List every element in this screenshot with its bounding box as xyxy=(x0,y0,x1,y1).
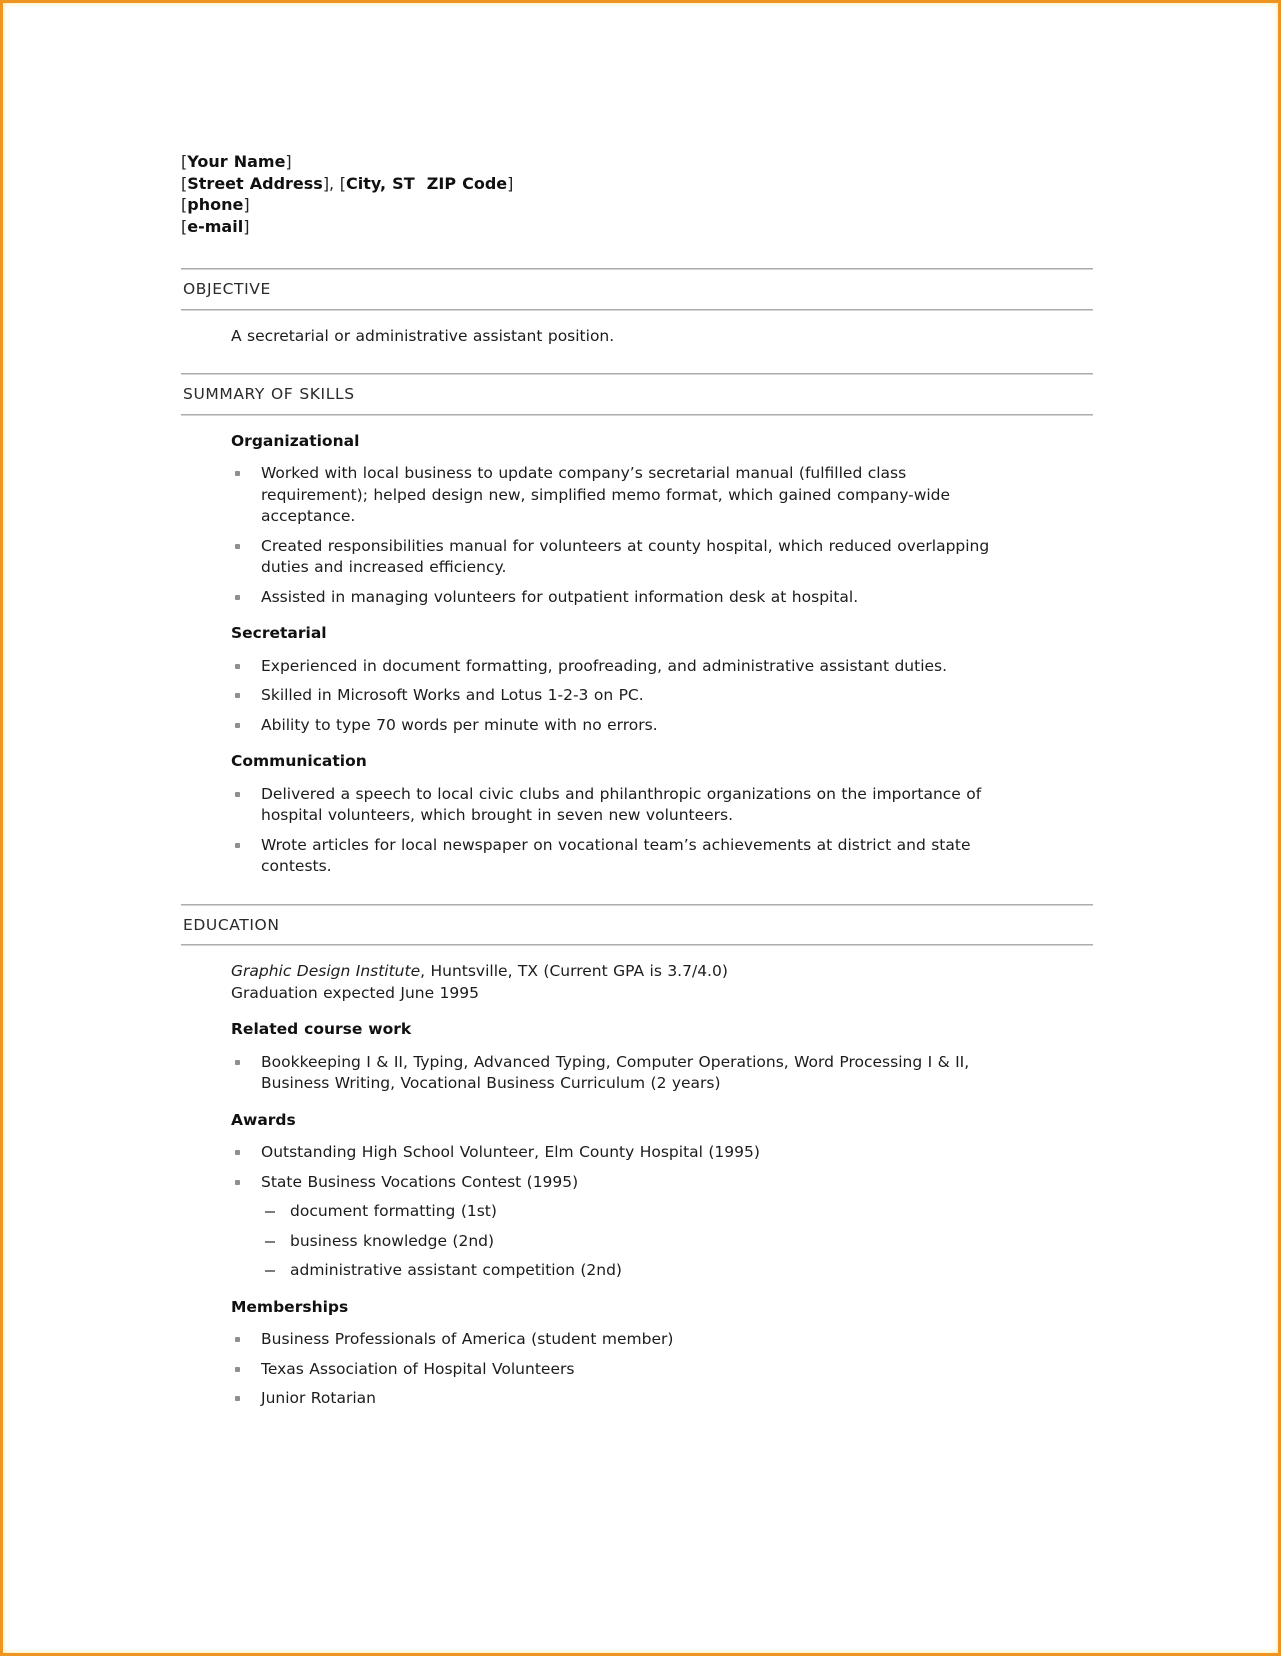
list-item xyxy=(181,656,1093,678)
list-item xyxy=(181,1329,1093,1351)
square-bullet-icon xyxy=(235,544,240,549)
contact-address-line xyxy=(181,173,1093,195)
section-divider xyxy=(181,268,1093,270)
resume-content xyxy=(181,151,1093,1418)
bracket: ], [ xyxy=(322,173,346,193)
graduation-line: Graduation expected June 1995 xyxy=(231,983,480,1002)
section-title-education: EDUCATION xyxy=(183,915,280,934)
list-item xyxy=(181,835,1093,878)
school-details: , Huntsville, TX (Current GPA is 3.7/4.0) xyxy=(420,962,728,980)
bullet-text: Bookkeeping I & II, Typing, Advanced Typing, Computer Operations, Word Processing I & II, Business Writing, Vocational Business Curriculum (2 years) xyxy=(261,1052,970,1092)
dash-icon xyxy=(265,1241,275,1243)
section-divider xyxy=(181,414,1093,416)
section-divider xyxy=(181,904,1093,906)
bullet-text: State Business Vocations Contest (1995) xyxy=(261,1172,579,1191)
bracket: ] xyxy=(243,216,250,236)
education-heading-course-work: Related course work xyxy=(231,1020,412,1038)
list-item xyxy=(181,536,1093,579)
square-bullet-icon xyxy=(235,1180,240,1185)
list-item xyxy=(181,1359,1093,1381)
bullet-text: Wrote articles for local newspaper on vocational team’s achievements at district and state contests. xyxy=(261,835,971,875)
dash-icon xyxy=(265,1211,275,1213)
sub-bullet-text: administrative assistant competition (2nd) xyxy=(290,1261,622,1279)
bullet-text: Worked with local business to update company’s secretarial manual (fulfilled class requirement); helped design new, simplified memo format, which gained company-wide acceptance. xyxy=(261,464,951,525)
section-divider xyxy=(181,373,1093,375)
contact-block xyxy=(181,151,1093,237)
square-bullet-icon xyxy=(235,693,240,698)
square-bullet-icon xyxy=(235,595,240,600)
school-name: Graphic Design Institute xyxy=(231,962,421,980)
contact-phone: phone xyxy=(187,195,244,214)
sub-bullet-text: business knowledge (2nd) xyxy=(290,1231,495,1250)
section-title-skills: SUMMARY OF SKILLS xyxy=(183,385,355,403)
bullet-text: Delivered a speech to local civic clubs and philanthropic organizations on the importance of hospital volunteers, which brought in seven new volunteers. xyxy=(261,784,982,824)
square-bullet-icon xyxy=(235,1150,240,1155)
contact-name: Your Name xyxy=(187,152,286,171)
bracket: [ xyxy=(181,173,188,193)
square-bullet-icon xyxy=(235,723,240,728)
skills-group-heading-communication: Communication xyxy=(231,752,367,770)
bullet-text: Texas Association of Hospital Volunteers xyxy=(261,1359,575,1378)
contact-email: e-mail xyxy=(187,216,244,236)
sub-list-item xyxy=(181,1201,1093,1223)
square-bullet-icon xyxy=(235,792,240,797)
list-item xyxy=(181,1142,1093,1164)
list-item xyxy=(181,587,1093,609)
bracket: [ xyxy=(181,216,188,236)
list-item xyxy=(181,784,1093,827)
section-education xyxy=(181,904,1093,1410)
square-bullet-icon xyxy=(235,1337,240,1342)
section-objective xyxy=(181,268,1093,347)
dash-icon xyxy=(265,1270,275,1272)
contact-phone-line xyxy=(181,194,1093,216)
skills-group-heading-organizational: Organizational xyxy=(231,431,360,450)
school-line xyxy=(231,961,1093,983)
section-divider xyxy=(181,309,1093,311)
list-item xyxy=(181,1388,1093,1410)
square-bullet-icon xyxy=(235,843,240,848)
bracket: ] xyxy=(507,173,514,193)
bullet-text: Experienced in document formatting, proofreading, and administrative assistant duties. xyxy=(261,656,948,675)
square-bullet-icon xyxy=(235,471,240,476)
contact-city-state-zip: City, ST ZIP Code xyxy=(345,173,508,193)
education-heading-memberships: Memberships xyxy=(231,1297,349,1316)
list-item xyxy=(181,1052,1093,1095)
bullet-text: Junior Rotarian xyxy=(261,1389,376,1407)
square-bullet-icon xyxy=(235,1060,240,1065)
list-item xyxy=(181,685,1093,707)
sub-list-item xyxy=(181,1231,1093,1253)
list-item xyxy=(181,715,1093,737)
bracket: ] xyxy=(243,195,250,214)
sub-bullet-text: document formatting (1st) xyxy=(290,1202,497,1220)
square-bullet-icon xyxy=(235,1367,240,1372)
education-heading-awards: Awards xyxy=(231,1110,296,1129)
bracket: [ xyxy=(181,195,188,214)
bullet-text: Created responsibilities manual for volunteers at county hospital, which reduced overlapping duties and increased efficiency. xyxy=(261,536,990,576)
section-divider xyxy=(181,944,1093,946)
bullet-text: Ability to type 70 words per minute with no errors. xyxy=(261,715,658,734)
school-info xyxy=(231,961,1093,1004)
contact-name-line xyxy=(181,151,1093,173)
bullet-text: Assisted in managing volunteers for outpatient information desk at hospital. xyxy=(261,587,859,606)
square-bullet-icon xyxy=(235,664,240,669)
square-bullet-icon xyxy=(235,1396,240,1401)
bullet-text: Business Professionals of America (student member) xyxy=(261,1330,674,1348)
section-title-objective: OBJECTIVE xyxy=(183,280,271,298)
bullet-text: Outstanding High School Volunteer, Elm County Hospital (1995) xyxy=(261,1143,760,1161)
contact-email-line xyxy=(181,216,1093,238)
list-item xyxy=(181,463,1093,528)
section-skills xyxy=(181,373,1093,878)
skills-group-heading-secretarial: Secretarial xyxy=(231,624,327,642)
sub-list-item xyxy=(181,1260,1093,1282)
list-item xyxy=(181,1172,1093,1194)
contact-street: Street Address xyxy=(187,173,323,193)
bullet-text: Skilled in Microsoft Works and Lotus 1-2-3 on PC. xyxy=(261,686,644,704)
bracket: [ xyxy=(181,152,188,171)
bracket: ] xyxy=(285,152,292,171)
objective-text: A secretarial or administrative assistant position. xyxy=(231,326,615,345)
